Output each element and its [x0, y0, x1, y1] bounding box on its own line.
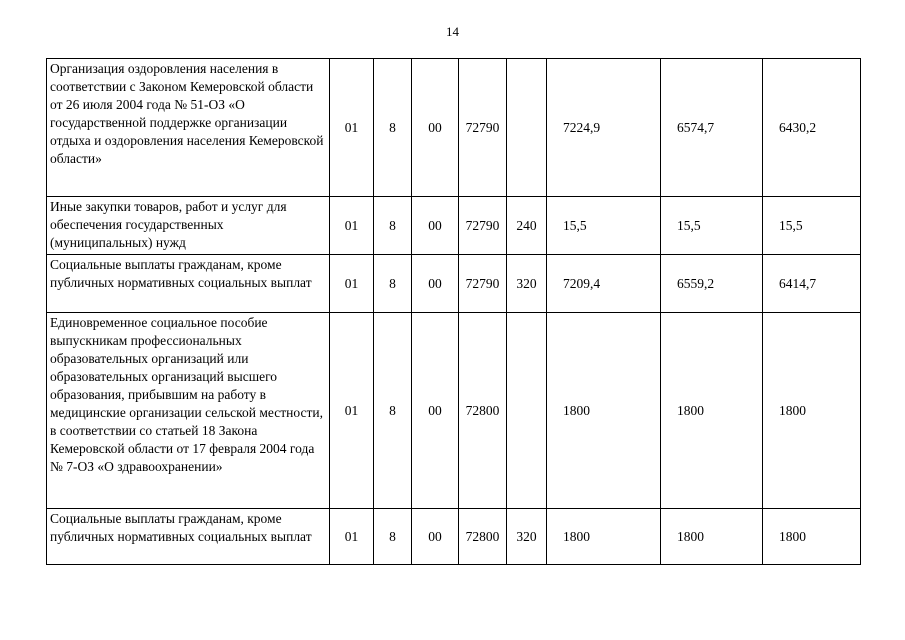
target-code: 72800: [459, 509, 507, 565]
amount-year-1: 7224,9: [547, 59, 661, 197]
amount-year-1: 1800: [547, 509, 661, 565]
target-code: 72790: [459, 59, 507, 197]
amount-year-2: 15,5: [661, 197, 763, 255]
budget-table: [46, 58, 861, 565]
expense-type-code: [507, 59, 547, 197]
amount-year-3: 1800: [763, 509, 861, 565]
row-description: Социальные выплаты гражданам, кроме публичных нормативных социальных выплат: [47, 509, 330, 565]
program-code: 8: [374, 509, 412, 565]
program-code: 8: [374, 59, 412, 197]
row-description: Организация оздоровления населения в соответствии с Законом Кемеровской области от 26 июля 2004 года № 51-ОЗ «О государственной поддержке организации отдыха и оздоровления населения Кемеровской области»: [47, 59, 330, 197]
amount-year-3: 1800: [763, 313, 861, 509]
amount-year-1: 1800: [547, 313, 661, 509]
section-code: 01: [330, 59, 374, 197]
amount-year-2: 1800: [661, 313, 763, 509]
section-code: 01: [330, 197, 374, 255]
table-row: [47, 197, 861, 255]
target-code: 72790: [459, 255, 507, 313]
section-code: 01: [330, 509, 374, 565]
row-description: Социальные выплаты гражданам, кроме публичных нормативных социальных выплат: [47, 255, 330, 313]
section-code: 01: [330, 255, 374, 313]
row-description: Иные закупки товаров, работ и услуг для обеспечения государственных (муниципальных) нужд: [47, 197, 330, 255]
amount-year-2: 1800: [661, 509, 763, 565]
amount-year-3: 6414,7: [763, 255, 861, 313]
amount-year-3: 15,5: [763, 197, 861, 255]
amount-year-1: 15,5: [547, 197, 661, 255]
subprogram-code: 00: [412, 197, 459, 255]
expense-type-code: 320: [507, 255, 547, 313]
table-row: [47, 59, 861, 197]
section-code: 01: [330, 313, 374, 509]
program-code: 8: [374, 255, 412, 313]
target-code: 72800: [459, 313, 507, 509]
amount-year-2: 6559,2: [661, 255, 763, 313]
amount-year-2: 6574,7: [661, 59, 763, 197]
amount-year-3: 6430,2: [763, 59, 861, 197]
subprogram-code: 00: [412, 59, 459, 197]
expense-type-code: [507, 313, 547, 509]
expense-type-code: 320: [507, 509, 547, 565]
table-row: [47, 509, 861, 565]
program-code: 8: [374, 197, 412, 255]
expense-type-code: 240: [507, 197, 547, 255]
target-code: 72790: [459, 197, 507, 255]
row-description: Единовременное социальное пособие выпускникам профессиональных образовательных организаций или образовательных организаций высшего образования, прибывшим на работу в медицинские организации сельской местности, в соответствии со статьей 18 Закона Кемеровской области от 17 февраля 2004 года № 7-ОЗ «О здравоохранении»: [47, 313, 330, 509]
subprogram-code: 00: [412, 509, 459, 565]
program-code: 8: [374, 313, 412, 509]
table-row: [47, 313, 861, 509]
page-number: 14: [446, 24, 459, 39]
amount-year-1: 7209,4: [547, 255, 661, 313]
subprogram-code: 00: [412, 313, 459, 509]
table-row: [47, 255, 861, 313]
subprogram-code: 00: [412, 255, 459, 313]
